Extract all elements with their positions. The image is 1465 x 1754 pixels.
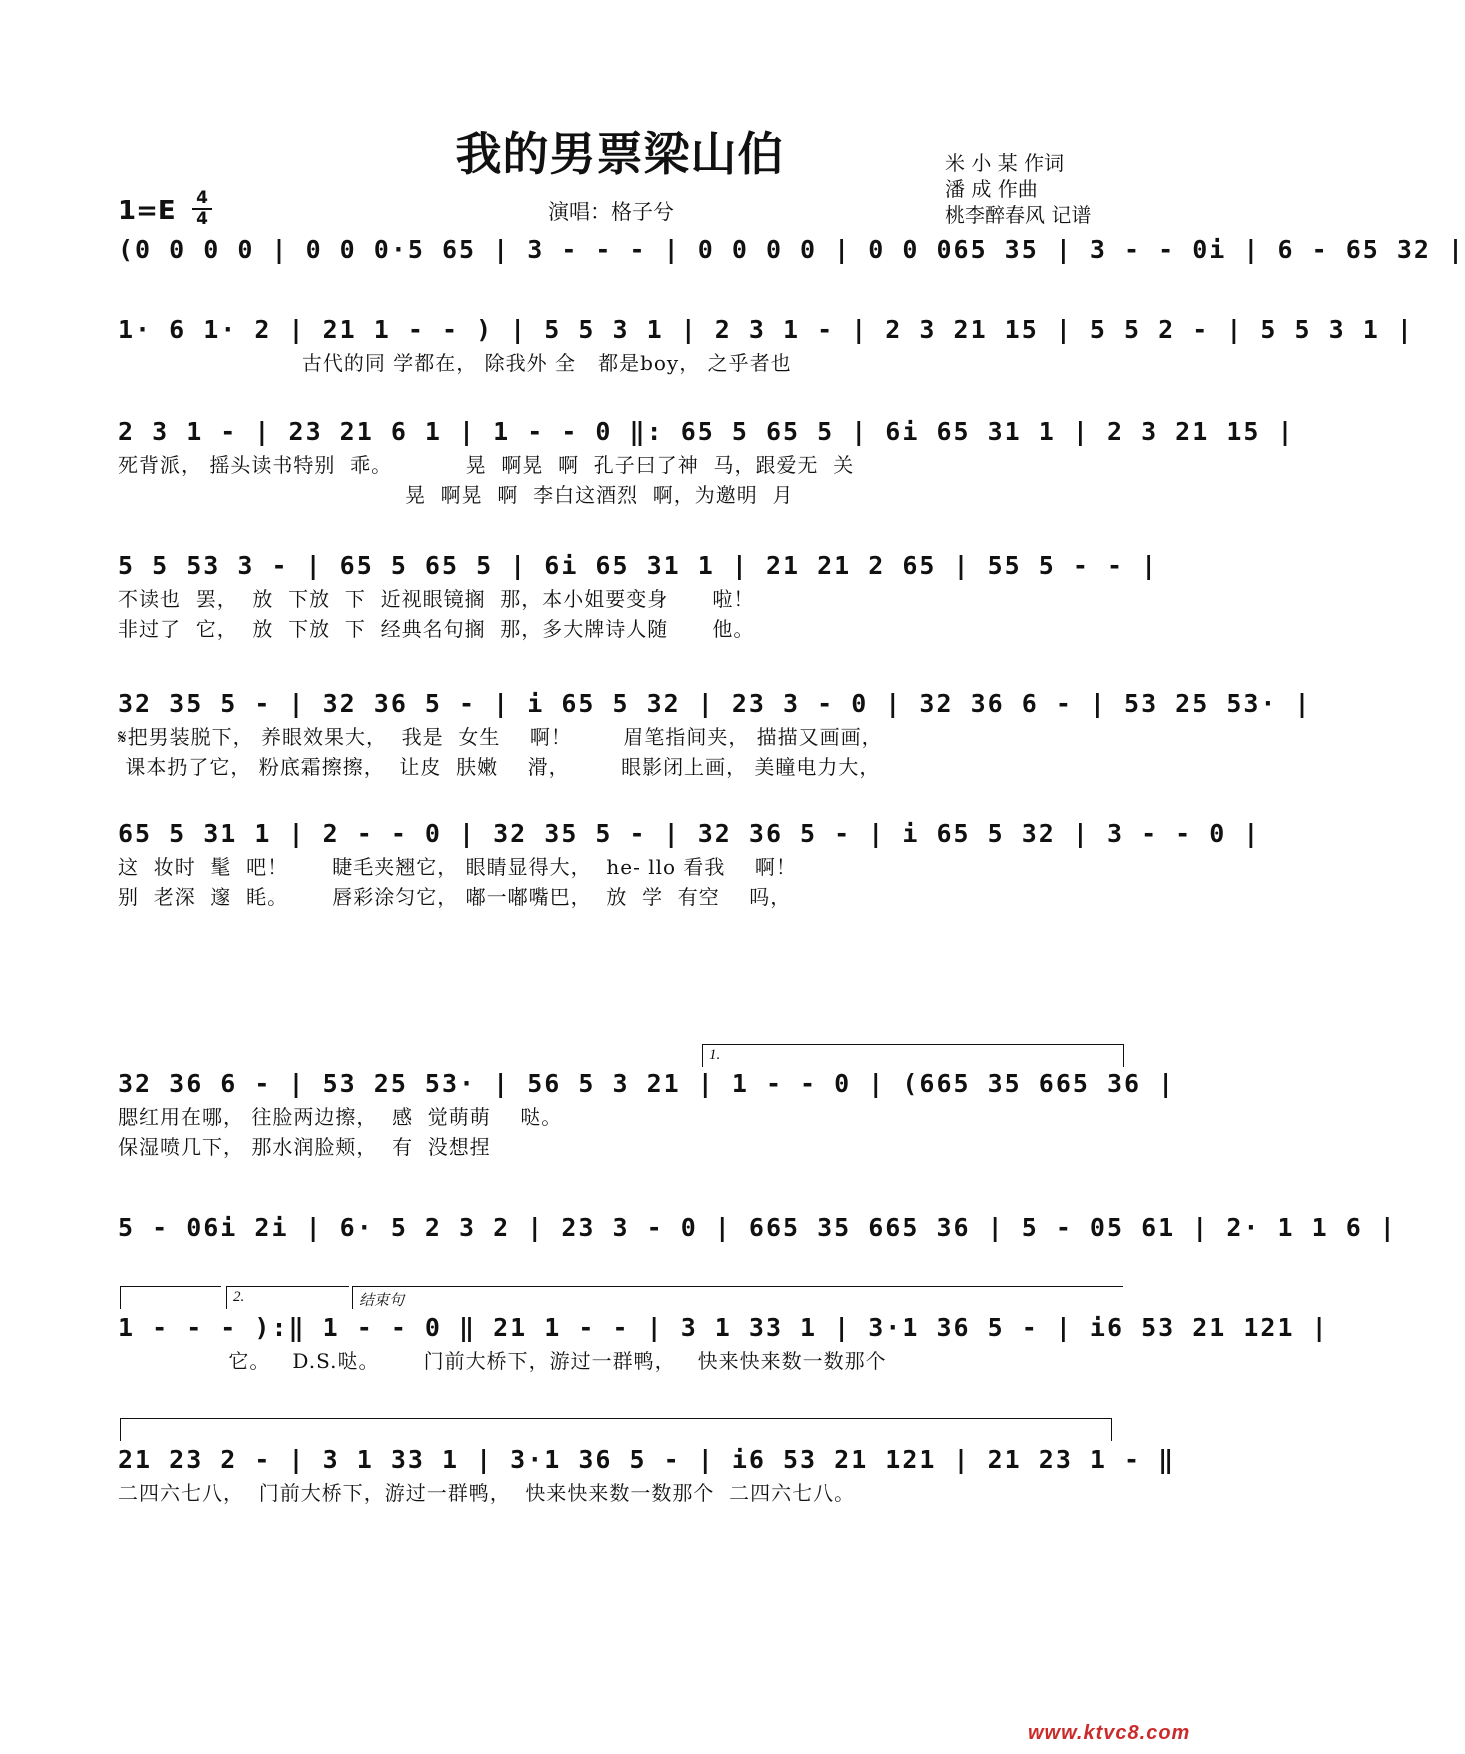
ending-phrase-bracket [352,1286,1123,1309]
first-ending-bracket [702,1044,1124,1067]
credits [945,150,1091,228]
lyric-line: 非过了 它， 放 下放 下 经典名句搁 那，多大牌诗人随 他。 [118,617,755,641]
time-signature [192,190,212,228]
lyric-line: 腮红用在哪， 往脸两边擦， 感 觉萌萌 哒。 [118,1105,563,1129]
lyricist-credit: 米 小 某 作词 [945,151,1065,175]
staff-system-10 [118,1442,1176,1508]
notation-line: 5 5 53 3 - | 65 5 65 5 | 6i 65 31 1 | 21 21 2 65 | 55 5 - - | [118,551,1159,580]
lyric-line: 不读也 罢， 放 下放 下 近视眼镜搁 那，本小姐要变身 啦！ [118,587,755,611]
staff-system-5 [118,686,1312,782]
lyric-line: 𝄋把男装脱下， 养眼效果大， 我是 女生 啊！ 眉笔指间夹， 描描又画画， [118,725,883,749]
meter-bottom: 4 [196,209,208,229]
lyric-line: 别 老深 邃 眊。 唇彩涂匀它， 嘟一嘟嘴巴， 放 学 有空 吗， [118,885,792,909]
lyric-line: 古代的同 学都在， 除我外 全 都是boy， 之乎者也 [118,351,792,375]
repeat-continuation-bracket [120,1286,221,1309]
staff-system-6 [118,816,1261,912]
staff-system-2 [118,312,1414,378]
staff-system-4 [118,548,1159,644]
song-title: 我的男票梁山伯 [455,127,785,181]
first-ending-label: 1. [709,1047,721,1063]
staff-system-3 [118,414,1295,510]
staff-system-1 [118,232,1465,268]
lyric-line: 晃 啊晃 啊 李白这酒烈 啊，为邀明 月 [118,483,794,507]
site-watermark: www.ktvc8.com [1028,1722,1191,1744]
ending-phrase-label: 结束句 [359,1293,405,1309]
lyric-line: 课本扔了它， 粉底霜擦擦， 让皮 肤嫩 滑， 眼影闭上画， 美瞳电力大， [118,755,881,779]
lyric-line: 这 妆时 髦 吧！ 睫毛夹翘它， 眼睛显得大， he- llo 看我 啊！ [118,855,797,879]
key-signature: 1=E [118,196,176,226]
second-ending-label: 2. [233,1289,245,1305]
singer-credit: 演唱：格子兮 [548,200,674,224]
lyric-line: 死背派， 摇头读书特别 乖。 晃 啊晃 啊 孔子曰了神 马，跟爱无 关 [118,453,855,477]
notation-line: 2 3 1 - | 23 21 6 1 | 1 - - 0 ‖: 65 5 65 5 | 6i 65 31 1 | 2 3 21 15 | [118,417,1295,446]
notation-line: 5 - 06i 2i | 6· 5 2 3 2 | 23 3 - 0 | 665 35 665 36 | 5 - 05 61 | 2· 1 1 6 | [118,1213,1397,1242]
composer-credit: 潘 成 作曲 [945,177,1038,201]
meter-top: 4 [196,188,208,208]
lyric-line: 它。 D.S.哒。 门前大桥下，游过一群鸭， 快来快来数一数那个 [118,1349,887,1373]
notation-line: 32 35 5 - | 32 36 5 - | i 65 5 32 | 23 3 - 0 | 32 36 6 - | 53 25 53· | [118,689,1312,718]
staff-system-8 [118,1210,1397,1246]
transcriber-credit: 桃李醉春风 记谱 [945,203,1092,227]
notation-line: 21 23 2 - | 3 1 33 1 | 3·1 36 5 - | i6 53 21 121 | 21 23 1 - ‖ [118,1445,1176,1474]
lyric-line: 二四六七八， 门前大桥下，游过一群鸭， 快来快来数一数那个 二四六七八。 [118,1481,856,1505]
notation-line: (0 0 0 0 | 0 0 0·5 65 | 3 - - - | 0 0 0 0 | 0 0 065 35 | 3 - - 0i | 6 - 65 32 | [118,235,1465,264]
notation-line: 65 5 31 1 | 2 - - 0 | 32 35 5 - | 32 36 5 - | i 65 5 32 | 3 - - 0 | [118,819,1261,848]
notation-line: 1 - - - ):‖ 1 - - 0 ‖ 21 1 - - | 3 1 33 1 | 3·1 36 5 - | i6 53 21 121 | [118,1313,1329,1342]
notation-line: 32 36 6 - | 53 25 53· | 56 5 3 21 | 1 - - 0 | (665 35 665 36 | [118,1069,1176,1098]
lyric-line: 保湿喷几下， 那水润脸颊， 有 没想捏 [118,1135,491,1159]
ending-phrase-continuation-bracket [120,1418,1112,1441]
staff-system-7 [118,1066,1176,1162]
second-ending-bracket [226,1286,349,1309]
staff-system-9 [118,1310,1329,1376]
notation-line: 1· 6 1· 2 | 21 1 - - ) | 5 5 3 1 | 2 3 1 - | 2 3 21 15 | 5 5 2 - | 5 5 3 1 | [118,315,1414,344]
